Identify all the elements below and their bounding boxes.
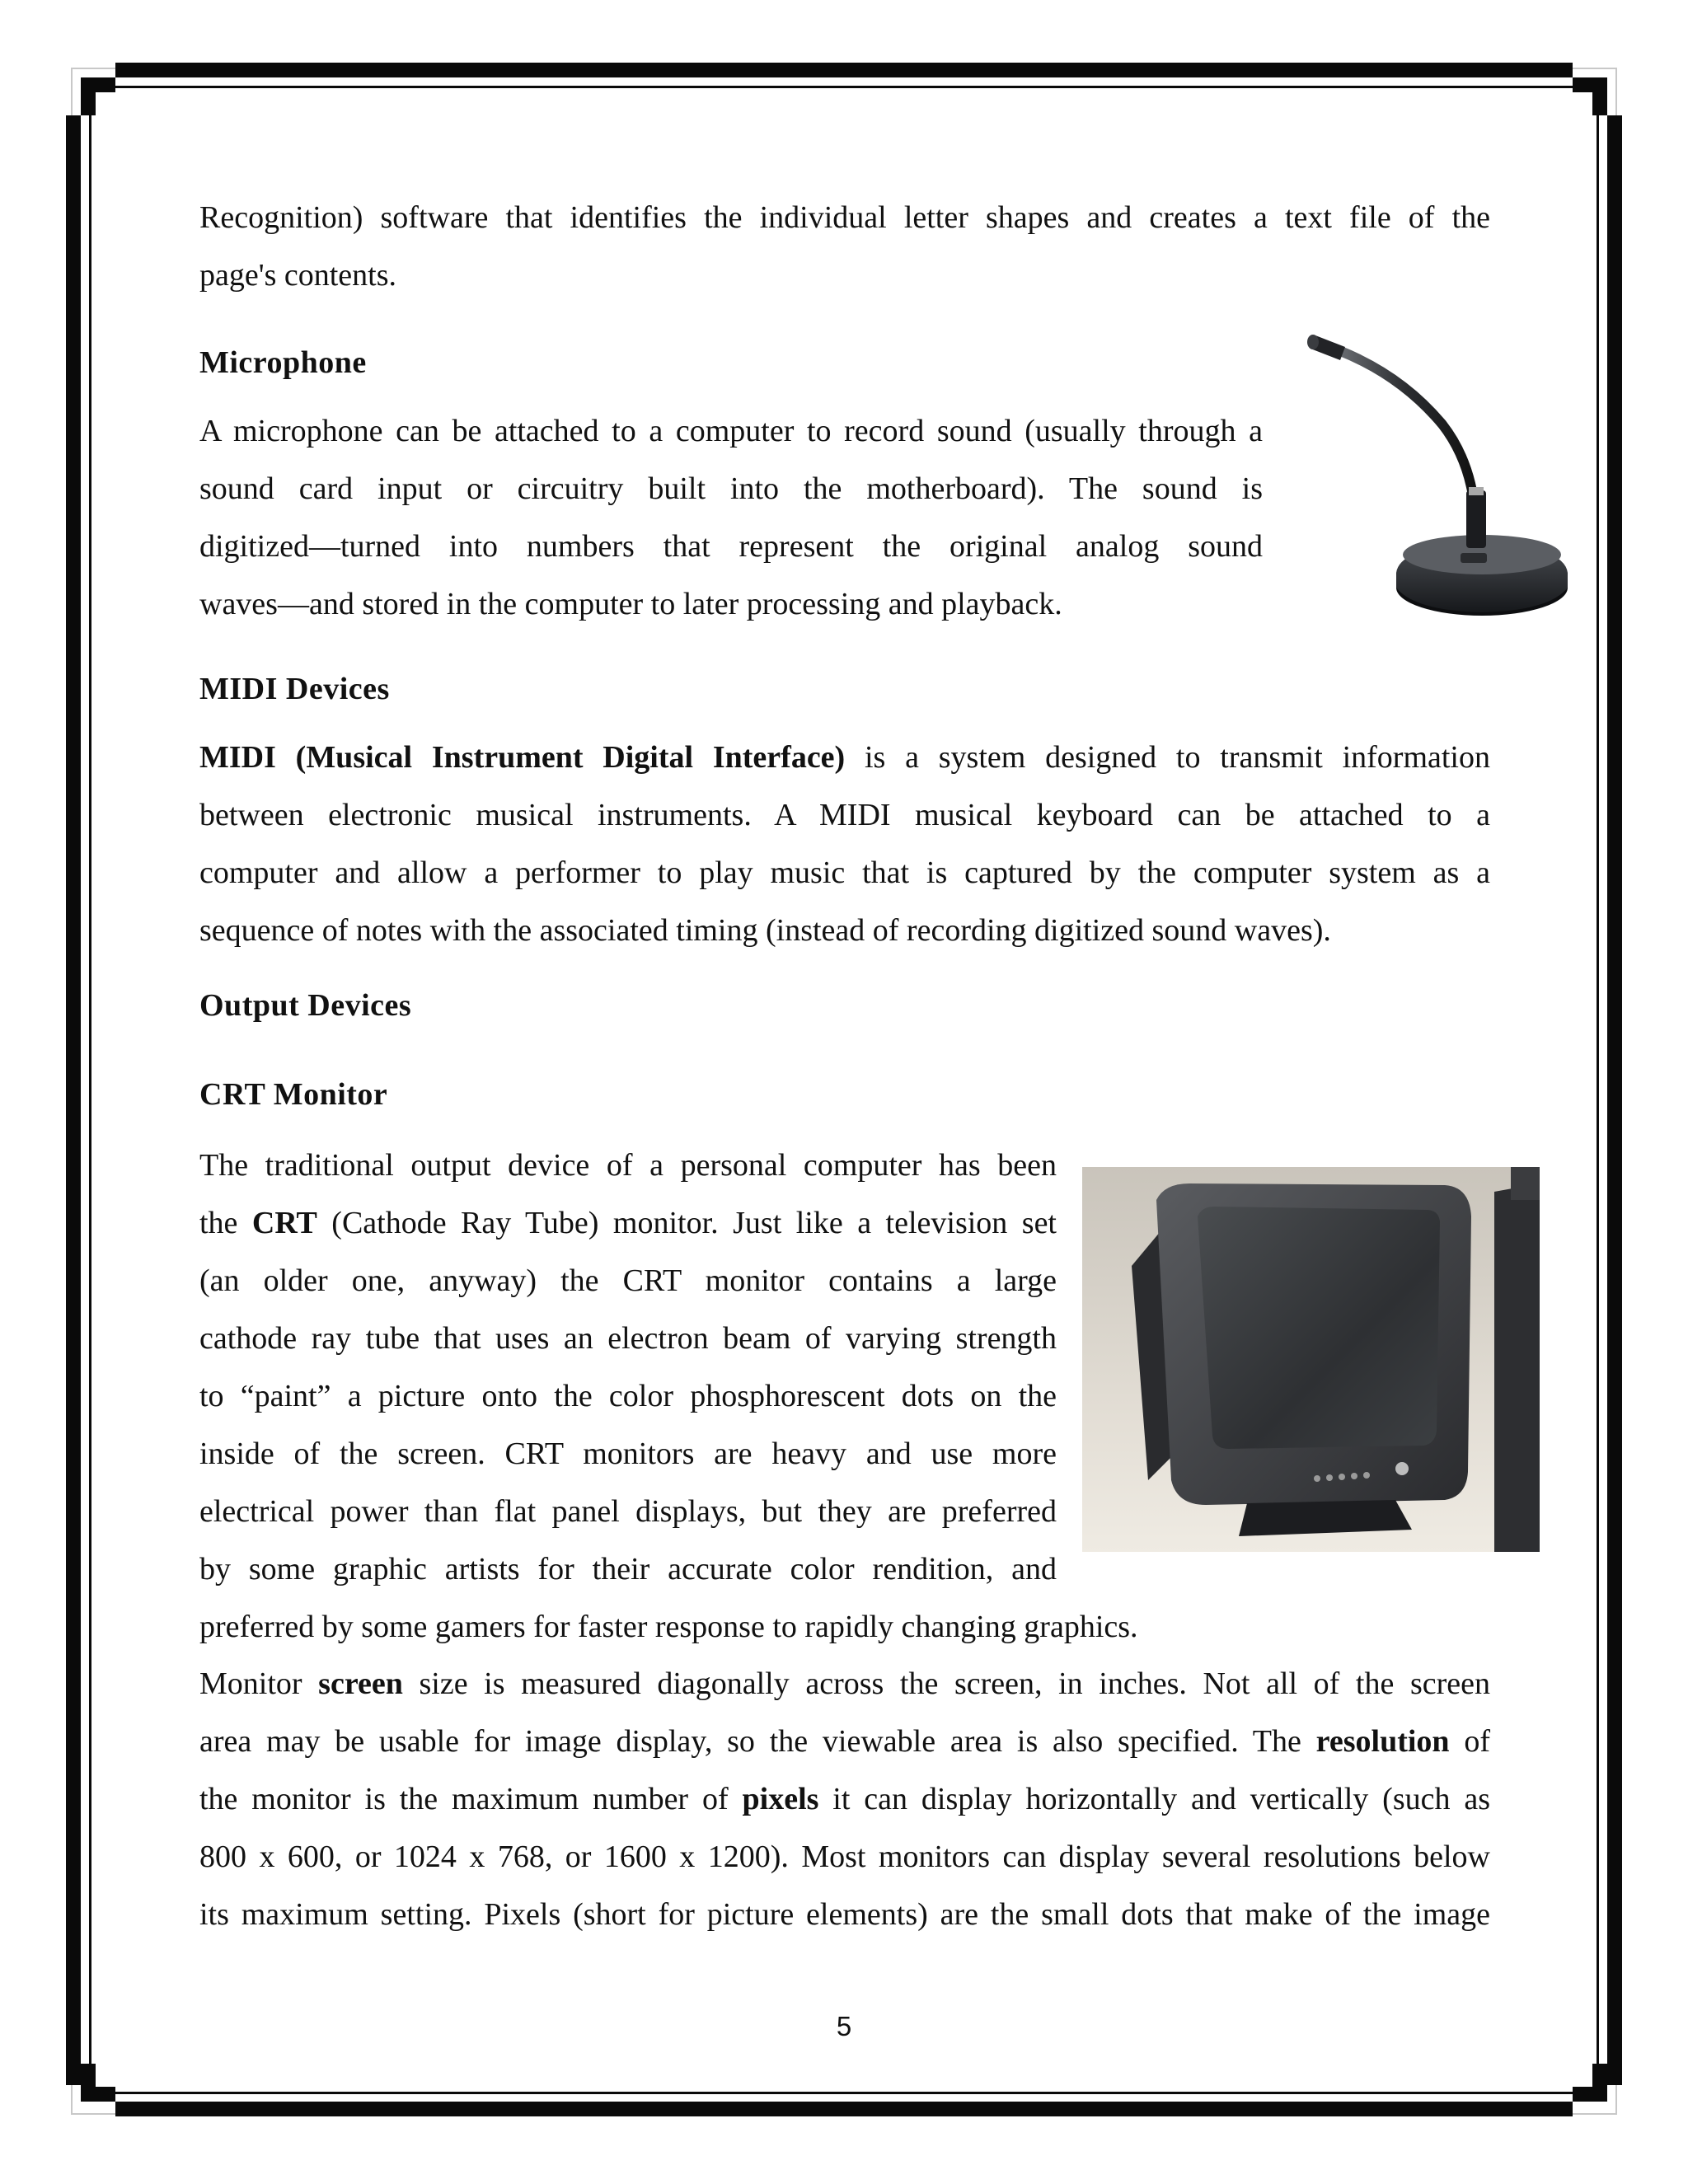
screen-line-2 [199, 1713, 1490, 1770]
screen-line-3-post: it can display horizontally and vertically (such as [818, 1782, 1491, 1816]
crt-last-line-text: preferred by some gamers for faster response to rapidly changing graphics. [199, 1610, 1138, 1644]
microphone-paragraph [199, 402, 1263, 633]
midi-line: sequence of notes with the associated timing (instead of recording digitized sound waves). [199, 913, 1331, 948]
intro-paragraph [199, 189, 1490, 304]
crt-line: (an older one, anyway) the CRT monitor contains a large [199, 1263, 1057, 1298]
corner-tl-2 [81, 77, 96, 115]
microphone-line: digitized—turned into numbers that represent the original analog sound [199, 529, 1263, 564]
crt-line: electrical power than flat panel displays, but they are preferred [199, 1494, 1057, 1529]
corner-bl-2 [81, 2064, 96, 2102]
microphone-line: waves—and stored in the computer to later processing and playback. [199, 587, 1062, 621]
screen-paragraph [199, 1655, 1490, 1943]
microphone-image [1302, 326, 1574, 622]
midi-bold-lead: MIDI (Musical Instrument Digital Interface) [199, 740, 846, 775]
page-border-bottom [115, 2102, 1573, 2116]
crt-line: by some graphic artists for their accurate color rendition, and [199, 1552, 1057, 1586]
midi-line-1-rest: is a system designed to transmit information [845, 740, 1490, 775]
page-border-right-inner [1597, 115, 1599, 2085]
crt-line: cathode ray tube that uses an electron beam of varying strength [199, 1321, 1057, 1356]
microphone-line: sound card input or circuitry built into the motherboard). The sound is [199, 471, 1263, 506]
microphone-heading: Microphone [199, 345, 367, 380]
page-border-top [115, 63, 1573, 77]
screen-line-3-pre: the monitor is the maximum number of [199, 1782, 743, 1816]
crt-line-2 [199, 1194, 1057, 1252]
crt-line: inside of the screen. CRT monitors are heavy and use more [199, 1436, 1057, 1471]
corner-br-2 [1592, 2064, 1607, 2102]
crt-monitor-image [1082, 1167, 1540, 1552]
midi-line: computer and allow a performer to play music that is captured by the computer system as a [199, 855, 1490, 890]
midi-paragraph [199, 729, 1490, 959]
screen-line-2-pre: area may be usable for image display, so the viewable area is also specified. The [199, 1724, 1316, 1759]
page-border-right [1607, 115, 1622, 2085]
screen-line-1-pre: Monitor [199, 1666, 319, 1701]
screen-bold: screen [318, 1666, 403, 1701]
screen-line-1-post: size is measured diagonally across the screen, in inches. Not all of the screen [402, 1666, 1490, 1701]
pixels-bold: pixels [742, 1782, 819, 1816]
screen-line-3 [199, 1770, 1490, 1828]
page-border-left [66, 115, 81, 2085]
page-border-left-inner [89, 115, 91, 2085]
crt-line-2-pre: the [199, 1206, 252, 1240]
microphone-line: A microphone can be attached to a computer to record sound (usually through a [199, 414, 1263, 448]
crt-bold: CRT [251, 1206, 317, 1240]
corner-tr-2 [1592, 77, 1607, 115]
page-number: 5 [836, 2011, 852, 2041]
midi-heading: MIDI Devices [199, 672, 390, 706]
screen-line-2-post: of [1449, 1724, 1490, 1759]
screen-line-1 [199, 1655, 1490, 1713]
screen-line-5: its maximum setting. Pixels (short for picture elements) are the small dots that make of the image [199, 1897, 1490, 1932]
output-devices-heading: Output Devices [199, 988, 412, 1023]
page-border-bottom-inner [115, 2092, 1573, 2094]
midi-line-1 [199, 729, 1490, 786]
crt-monitor-heading: CRT Monitor [199, 1077, 388, 1112]
midi-line: between electronic musical instruments. A MIDI musical keyboard can be attached to a [199, 798, 1490, 832]
page-border-top-inner [115, 86, 1573, 88]
intro-line-1: Recognition) software that identifies the individual letter shapes and creates a text file of the [199, 200, 1490, 235]
crt-last-line [199, 1598, 1490, 1656]
crt-paragraph [199, 1137, 1057, 1598]
crt-line-2-post: (Cathode Ray Tube) monitor. Just like a television set [316, 1206, 1057, 1240]
crt-line: to “paint” a picture onto the color phosphorescent dots on the [199, 1379, 1057, 1413]
resolution-bold: resolution [1315, 1724, 1450, 1759]
screen-line-4: 800 x 600, or 1024 x 768, or 1600 x 1200). Most monitors can display several resolutions below [199, 1840, 1490, 1874]
intro-line-2: page's contents. [199, 258, 397, 293]
crt-line-1: The traditional output device of a personal computer has been [199, 1148, 1057, 1183]
